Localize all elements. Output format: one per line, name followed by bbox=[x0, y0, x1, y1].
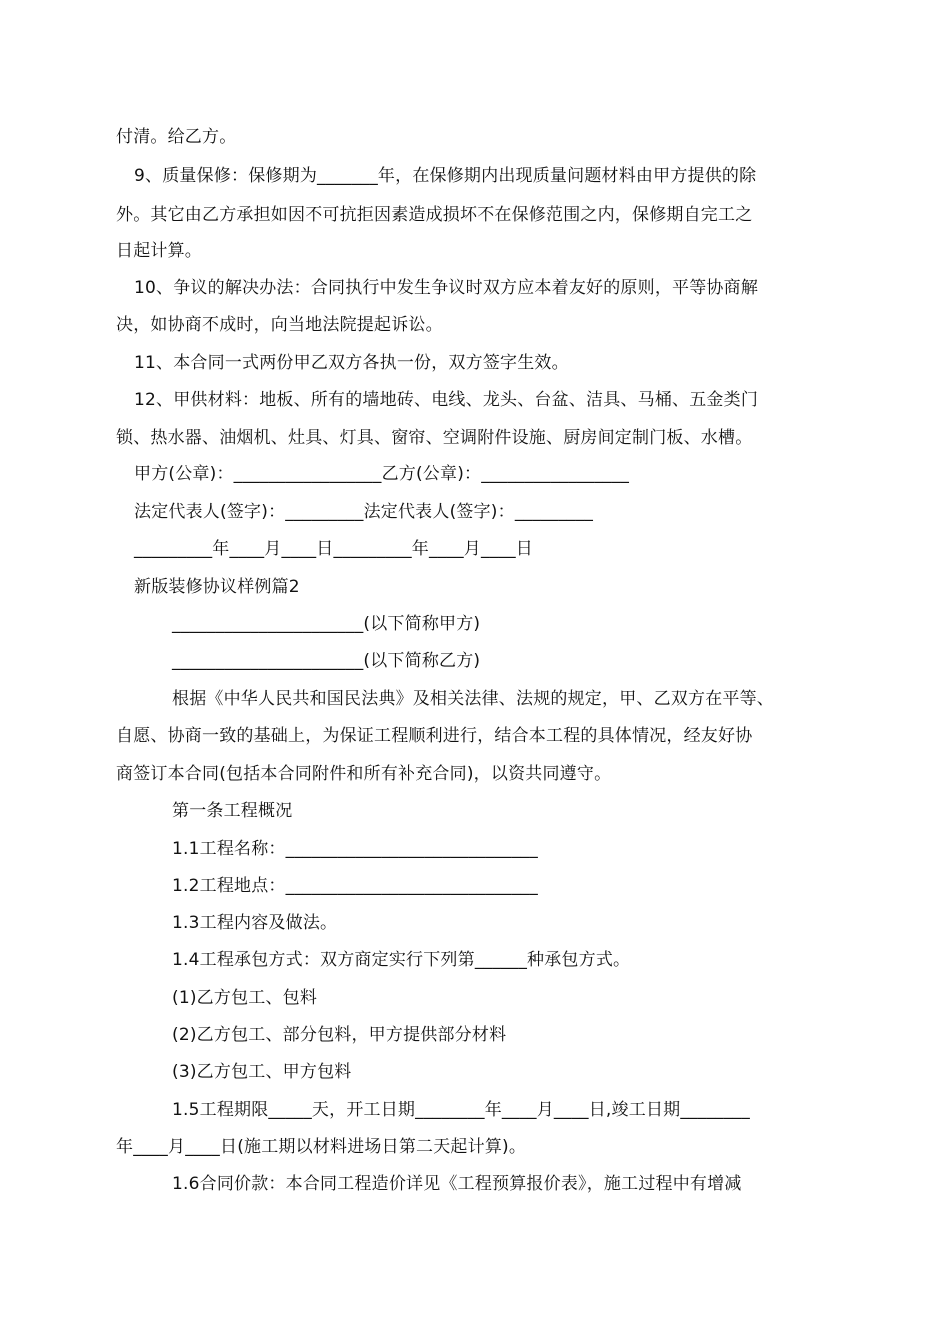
option-1-line: (1)乙方包工、包料 bbox=[172, 988, 318, 1008]
contract-method-line: 1.4工程承包方式：双方商定实行下列第______种承包方式。 bbox=[172, 950, 631, 970]
text-line-16: 根据《中华人民共和国民法典》及相关法律、法规的规定，甲、乙双方在平等、 bbox=[172, 689, 774, 709]
completion-date-line: 年____月____日(施工期以材料进场日第二天起计算)。 bbox=[116, 1137, 527, 1157]
text-line-1: 付清。给乙方。 bbox=[116, 127, 237, 147]
text-line-18: 商签订本合同(包括本合同附件和所有补充合同)，以资共同遵守。 bbox=[116, 764, 612, 784]
text-line-8: 12、甲供材料：地板、所有的墙地砖、电线、龙头、台盆、洁具、马桶、五金类门 bbox=[134, 390, 759, 410]
text-line-3: 外。其它由乙方承担如因不可抗拒因素造成损坏不在保修范围之内，保修期自完工之 bbox=[116, 205, 753, 225]
option-2-line: (2)乙方包工、部分包料，甲方提供部分材料 bbox=[172, 1025, 507, 1045]
text-line-6: 决，如协商不成时，向当地法院提起诉讼。 bbox=[116, 315, 443, 335]
contract-price-line: 1.6合同价款：本合同工程造价详见《工程预算报价表》，施工过程中有增减 bbox=[172, 1174, 742, 1194]
signature-line-date: _________年____月____日_________年____月____日 bbox=[134, 539, 533, 559]
text-line-4: 日起计算。 bbox=[116, 241, 202, 261]
project-content-line: 1.3工程内容及做法。 bbox=[172, 913, 338, 933]
project-period-line: 1.5工程期限_____天，开工日期________年____月____日,竣工日期________ bbox=[172, 1100, 750, 1120]
text-line-9: 锁、热水器、油烟机、灶具、灯具、窗帘、空调附件设施、厨房间定制门板、水槽。 bbox=[116, 428, 753, 448]
signature-line-party: 甲方(公章)：_________________乙方(公章)：_________________ bbox=[134, 464, 630, 484]
option-3-line: (3)乙方包工、甲方包料 bbox=[172, 1062, 352, 1082]
text-line-2: 9、质量保修：保修期为_______年，在保修期内出现质量问题材料由甲方提供的除 bbox=[134, 166, 757, 186]
project-name-line: 1.1工程名称：_____________________________ bbox=[172, 839, 538, 859]
signature-line-representative: 法定代表人(签字)：_________法定代表人(签字)：_________ bbox=[134, 502, 594, 522]
section-title-sample-2: 新版装修协议样例篇2 bbox=[134, 577, 300, 597]
text-line-17: 自愿、协商一致的基础上，为保证工程顺利进行，结合本工程的具体情况，经友好协 bbox=[116, 726, 753, 746]
text-line-7: 11、本合同一式两份甲乙双方各执一份，双方签字生效。 bbox=[134, 353, 569, 373]
party-a-line: ______________________(以下简称甲方) bbox=[172, 614, 481, 634]
text-line-5: 10、争议的解决办法：合同执行中发生争议时双方应本着友好的原则，平等协商解 bbox=[134, 278, 759, 298]
project-location-line: 1.2工程地点：_____________________________ bbox=[172, 876, 538, 896]
party-b-line: ______________________(以下简称乙方) bbox=[172, 651, 481, 671]
article-1-heading: 第一条工程概况 bbox=[172, 801, 293, 821]
